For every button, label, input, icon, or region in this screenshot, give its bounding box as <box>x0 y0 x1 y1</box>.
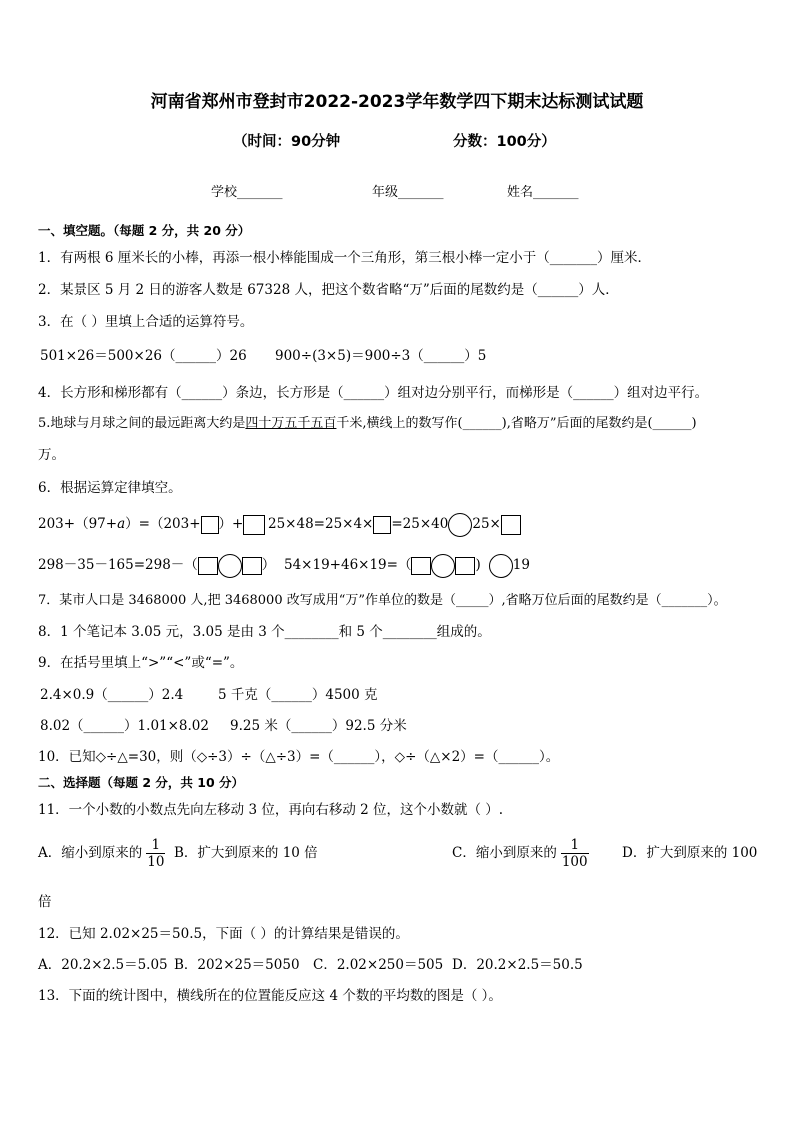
time-limit: （时间：90分钟 <box>233 134 341 150</box>
q6d-text-1: 54×19+46×19=（ <box>284 557 412 573</box>
question-11-option-d-continued: 倍 <box>38 894 52 910</box>
question-6-part-b <box>268 512 521 537</box>
total-score: 分数：100分） <box>453 134 556 150</box>
question-12: 12．已知 2.02×25＝50.5，下面（ ）的计算结果是错误的。 <box>38 926 409 942</box>
question-12-option-d: D．20.2×2.5＝50.5 <box>452 957 583 973</box>
answer-box <box>243 515 265 535</box>
question-3-part-b: 900÷(3×5)＝900÷3（______）5 <box>275 348 487 364</box>
fraction-one-hundredth <box>561 837 589 870</box>
answer-circle <box>431 554 455 578</box>
page-title: 河南省郑州市登封市2022-2023学年数学四下期末达标测试试题 <box>150 92 644 112</box>
q6a-text-2: ）=（203+ <box>125 516 201 532</box>
q6d-text-3: 19 <box>512 557 530 573</box>
q6a-text-3: ）+ <box>218 516 244 532</box>
question-10: 10．已知◇÷△=30，则（◇÷3）÷（△÷3）=（______），◇÷（△×2）=（______）。 <box>38 749 560 765</box>
school-field: 学校_______ <box>211 185 283 200</box>
answer-box <box>373 516 391 534</box>
question-3: 3．在（ ）里填上合适的运算符号。 <box>38 314 254 330</box>
question-9: 9．在括号里填上“>”“<”或“=”。 <box>38 655 244 671</box>
question-11-option-d: D．扩大到原来的 100 <box>622 845 758 861</box>
question-5-underlined: 四十万五千五百 <box>245 416 337 431</box>
answer-box <box>501 515 521 535</box>
question-11-option-a <box>38 836 169 870</box>
question-4: 4．长方形和梯形都有（______）条边，长方形是（______）组对边分别平行，而梯形是（______）组对边平行。 <box>38 385 709 401</box>
question-6: 6．根据运算定律填空。 <box>38 480 182 496</box>
q6b-text-2: =25×40 <box>391 516 449 532</box>
answer-box <box>242 557 262 575</box>
answer-box <box>411 557 431 575</box>
question-6-part-c <box>38 553 275 578</box>
q6b-text-3: 25× <box>472 516 501 532</box>
q6a-variable: a <box>117 516 126 532</box>
question-9-part-a: 2.4×0.9（______）2.4 <box>40 687 184 703</box>
question-13: 13．下面的统计图中，横线所在的位置能反应这 4 个数的平均数的图是（ ）。 <box>38 988 502 1004</box>
section-heading-multiple-choice: 二、选择题（每题 2 分，共 10 分） <box>38 775 245 790</box>
q6b-text-1: 25×48=25×4× <box>268 516 374 532</box>
question-11-option-c <box>452 836 593 870</box>
answer-circle <box>489 554 513 578</box>
fraction-numerator: 1 <box>146 837 165 854</box>
answer-circle <box>218 554 242 578</box>
question-3-part-a: 501×26＝500×26（______）26 <box>40 348 247 364</box>
question-5-text-end: 千米,横线上的数写作(______),省略万”后面的尾数约是(______) <box>336 416 697 431</box>
question-2: 2．某景区 5 月 2 日的游客人数是 67328 人，把这个数省略“万”后面的尾数约是（______）人． <box>38 282 619 298</box>
grade-field: 年级_______ <box>372 185 444 200</box>
question-8: 8．1 个笔记本 3.05 元，3.05 是由 3 个________和 5 个________组成的。 <box>38 624 491 640</box>
fraction-denominator: 10 <box>147 854 165 870</box>
name-field: 姓名_______ <box>507 185 579 200</box>
question-1: 1．有两根 6 厘米长的小棒，再添一根小棒能围成一个三角形，第三根小棒一定小于（_______）厘米． <box>38 250 652 266</box>
question-11: 11．一个小数的小数点先向左移动 3 位，再向右移动 2 位，这个小数就（ ）. <box>38 802 504 818</box>
answer-box <box>201 516 219 534</box>
q6c-text-2: ） <box>261 557 276 573</box>
question-6-part-d: 54×19+46×19=（ ) 19 <box>284 553 530 578</box>
question-7: 7．某市人口是 3468000 人,把 3468000 改写成用“万”作单位的数是（_____）,省略万位后面的尾数约是（_______）。 <box>38 593 727 608</box>
answer-box <box>455 557 475 575</box>
section-heading-fill-blank: 一、填空题。（每题 2 分，共 20 分） <box>38 223 251 238</box>
question-12-option-b: B．202×25＝5050 <box>174 957 300 973</box>
option-c-label: C．缩小到原来的 <box>452 845 557 861</box>
question-5-text: 5.地球与月球之间的最远距离大约是 <box>38 416 246 431</box>
question-12-option-c: C．2.02×250＝505 <box>313 957 444 973</box>
fraction-one-tenth <box>146 837 165 870</box>
answer-box <box>198 557 218 575</box>
fraction-numerator: 1 <box>561 837 589 854</box>
q6a-text-1: 203+（97+ <box>38 516 118 532</box>
answer-circle <box>448 513 472 537</box>
question-9-part-c: 8.02（______）1.01×8.02 <box>40 718 209 734</box>
option-a-label: A．缩小到原来的 <box>38 845 143 861</box>
question-6-part-a <box>38 512 265 536</box>
question-5 <box>38 415 697 433</box>
question-9-part-d: 9.25 米（______）92.5 分米 <box>230 718 407 734</box>
question-5-continued: 万。 <box>38 447 65 463</box>
question-12-option-a: A．20.2×2.5＝5.05 <box>38 957 168 973</box>
question-9-part-b: 5 千克（______）4500 克 <box>218 687 378 703</box>
q6c-text-1: 298－35－165=298－（ <box>38 557 198 573</box>
question-11-option-b: B．扩大到原来的 10 倍 <box>174 845 318 861</box>
fraction-denominator: 100 <box>561 854 588 870</box>
